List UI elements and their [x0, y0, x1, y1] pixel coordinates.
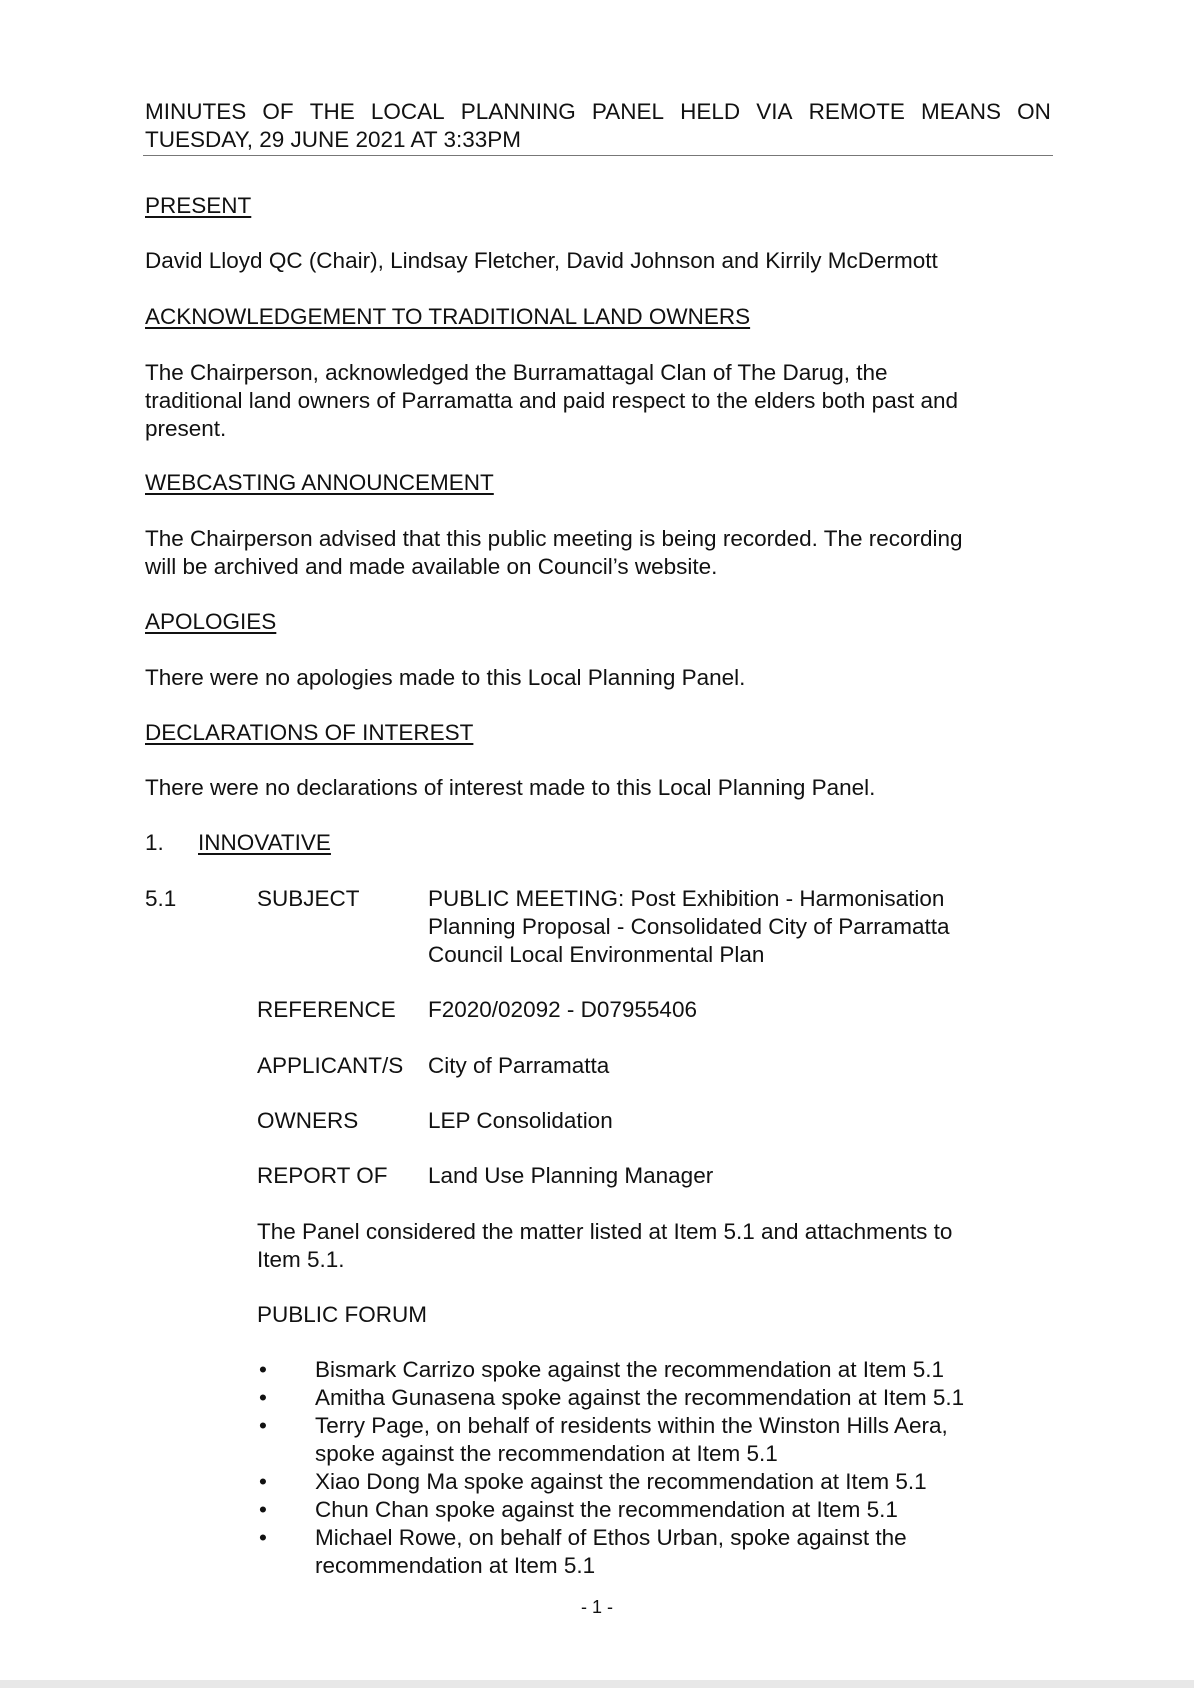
subject-line: Planning Proposal - Consolidated City of Parramatta — [428, 914, 950, 939]
minutes-title-line1 — [145, 98, 1051, 126]
list-item-text: Amitha Gunasena spoke against the recommendation at Item 5.1 — [315, 1385, 965, 1410]
list-item — [257, 1496, 1057, 1524]
bullet: • — [259, 1413, 267, 1438]
webcasting-line: The Chairperson advised that this public meeting is being recorded. The recording — [145, 526, 963, 551]
webcasting-line: will be archived and made available on Council’s website. — [145, 554, 718, 579]
bullet: • — [259, 1469, 267, 1494]
bullet: • — [259, 1525, 267, 1550]
applicant-label: APPLICANT/S — [257, 1053, 404, 1078]
present-text: David Lloyd QC (Chair), Lindsay Fletcher, David Johnson and Kirrily McDermott — [145, 248, 938, 273]
title-word: PANEL — [591, 99, 664, 124]
section-title: INNOVATIVE — [198, 830, 331, 855]
subject-line: PUBLIC MEETING: Post Exhibition - Harmonisation — [428, 886, 945, 911]
title-word: OF — [262, 99, 294, 124]
page-number: - 1 - — [580, 1597, 613, 1617]
list-item — [257, 1524, 1057, 1580]
list-item-text: Bismark Carrizo spoke against the recommendation at Item 5.1 — [315, 1357, 945, 1382]
list-item — [257, 1468, 1057, 1496]
public-forum-list — [257, 1356, 1057, 1580]
public-forum-heading: PUBLIC FORUM — [257, 1302, 428, 1327]
title-divider — [143, 155, 1053, 156]
list-item — [257, 1384, 1057, 1412]
acknowledgement-line: present. — [145, 416, 227, 441]
bullet: • — [259, 1385, 267, 1410]
subject-label: SUBJECT — [257, 886, 360, 911]
owners-value: LEP Consolidation — [428, 1108, 613, 1133]
reference-label: REFERENCE — [257, 997, 396, 1022]
subject-line: Council Local Environmental Plan — [428, 942, 765, 967]
present-heading: PRESENT — [145, 193, 252, 218]
item-number: 5.1 — [145, 886, 177, 911]
list-item — [257, 1356, 1057, 1384]
report-of-value: Land Use Planning Manager — [428, 1163, 714, 1188]
bullet: • — [259, 1497, 267, 1522]
title-word: THE — [309, 99, 355, 124]
considered-line: The Panel considered the matter listed at Item 5.1 and attachments to — [257, 1219, 953, 1244]
title-word: REMOTE — [808, 99, 905, 124]
declarations-heading: DECLARATIONS OF INTEREST — [145, 720, 474, 745]
applicant-value: City of Parramatta — [428, 1053, 610, 1078]
acknowledgement-line: traditional land owners of Parramatta and paid respect to the elders both past and — [145, 388, 958, 413]
bullet: • — [259, 1357, 267, 1382]
list-item-text: spoke against the recommendation at Item 5.1 — [315, 1441, 778, 1466]
minutes-title — [145, 98, 1051, 154]
title-word: MEANS — [921, 99, 1002, 124]
list-item-text: Xiao Dong Ma spoke against the recommendation at Item 5.1 — [315, 1469, 927, 1494]
page-bottom-edge — [0, 1680, 1194, 1688]
section-number: 1. — [145, 830, 164, 855]
acknowledgement-heading: ACKNOWLEDGEMENT TO TRADITIONAL LAND OWNERS — [145, 304, 751, 329]
reference-value: F2020/02092 - D07955406 — [428, 997, 697, 1022]
webcasting-heading: WEBCASTING ANNOUNCEMENT — [145, 470, 494, 495]
list-item-text: recommendation at Item 5.1 — [315, 1553, 596, 1578]
declarations-text: There were no declarations of interest made to this Local Planning Panel. — [145, 775, 876, 800]
title-word: PLANNING — [460, 99, 576, 124]
title-word: MINUTES — [145, 99, 247, 124]
title-word: HELD — [680, 99, 741, 124]
apologies-heading: APOLOGIES — [145, 609, 277, 634]
title-word: LOCAL — [370, 99, 445, 124]
list-item-text: Michael Rowe, on behalf of Ethos Urban, spoke against the — [315, 1525, 907, 1550]
title-word: ON — [1017, 99, 1051, 124]
title-word: VIA — [756, 99, 793, 124]
report-of-label: REPORT OF — [257, 1163, 388, 1188]
list-item-text: Terry Page, on behalf of residents within the Winston Hills Aera, — [315, 1413, 948, 1438]
apologies-text: There were no apologies made to this Local Planning Panel. — [145, 665, 746, 690]
list-item-text: Chun Chan spoke against the recommendation at Item 5.1 — [315, 1497, 898, 1522]
minutes-title-line2: TUESDAY, 29 JUNE 2021 AT 3:33PM — [145, 127, 522, 152]
acknowledgement-line: The Chairperson, acknowledged the Burramattagal Clan of The Darug, the — [145, 360, 888, 385]
list-item — [257, 1412, 1057, 1468]
owners-label: OWNERS — [257, 1108, 359, 1133]
considered-line: Item 5.1. — [257, 1247, 345, 1272]
